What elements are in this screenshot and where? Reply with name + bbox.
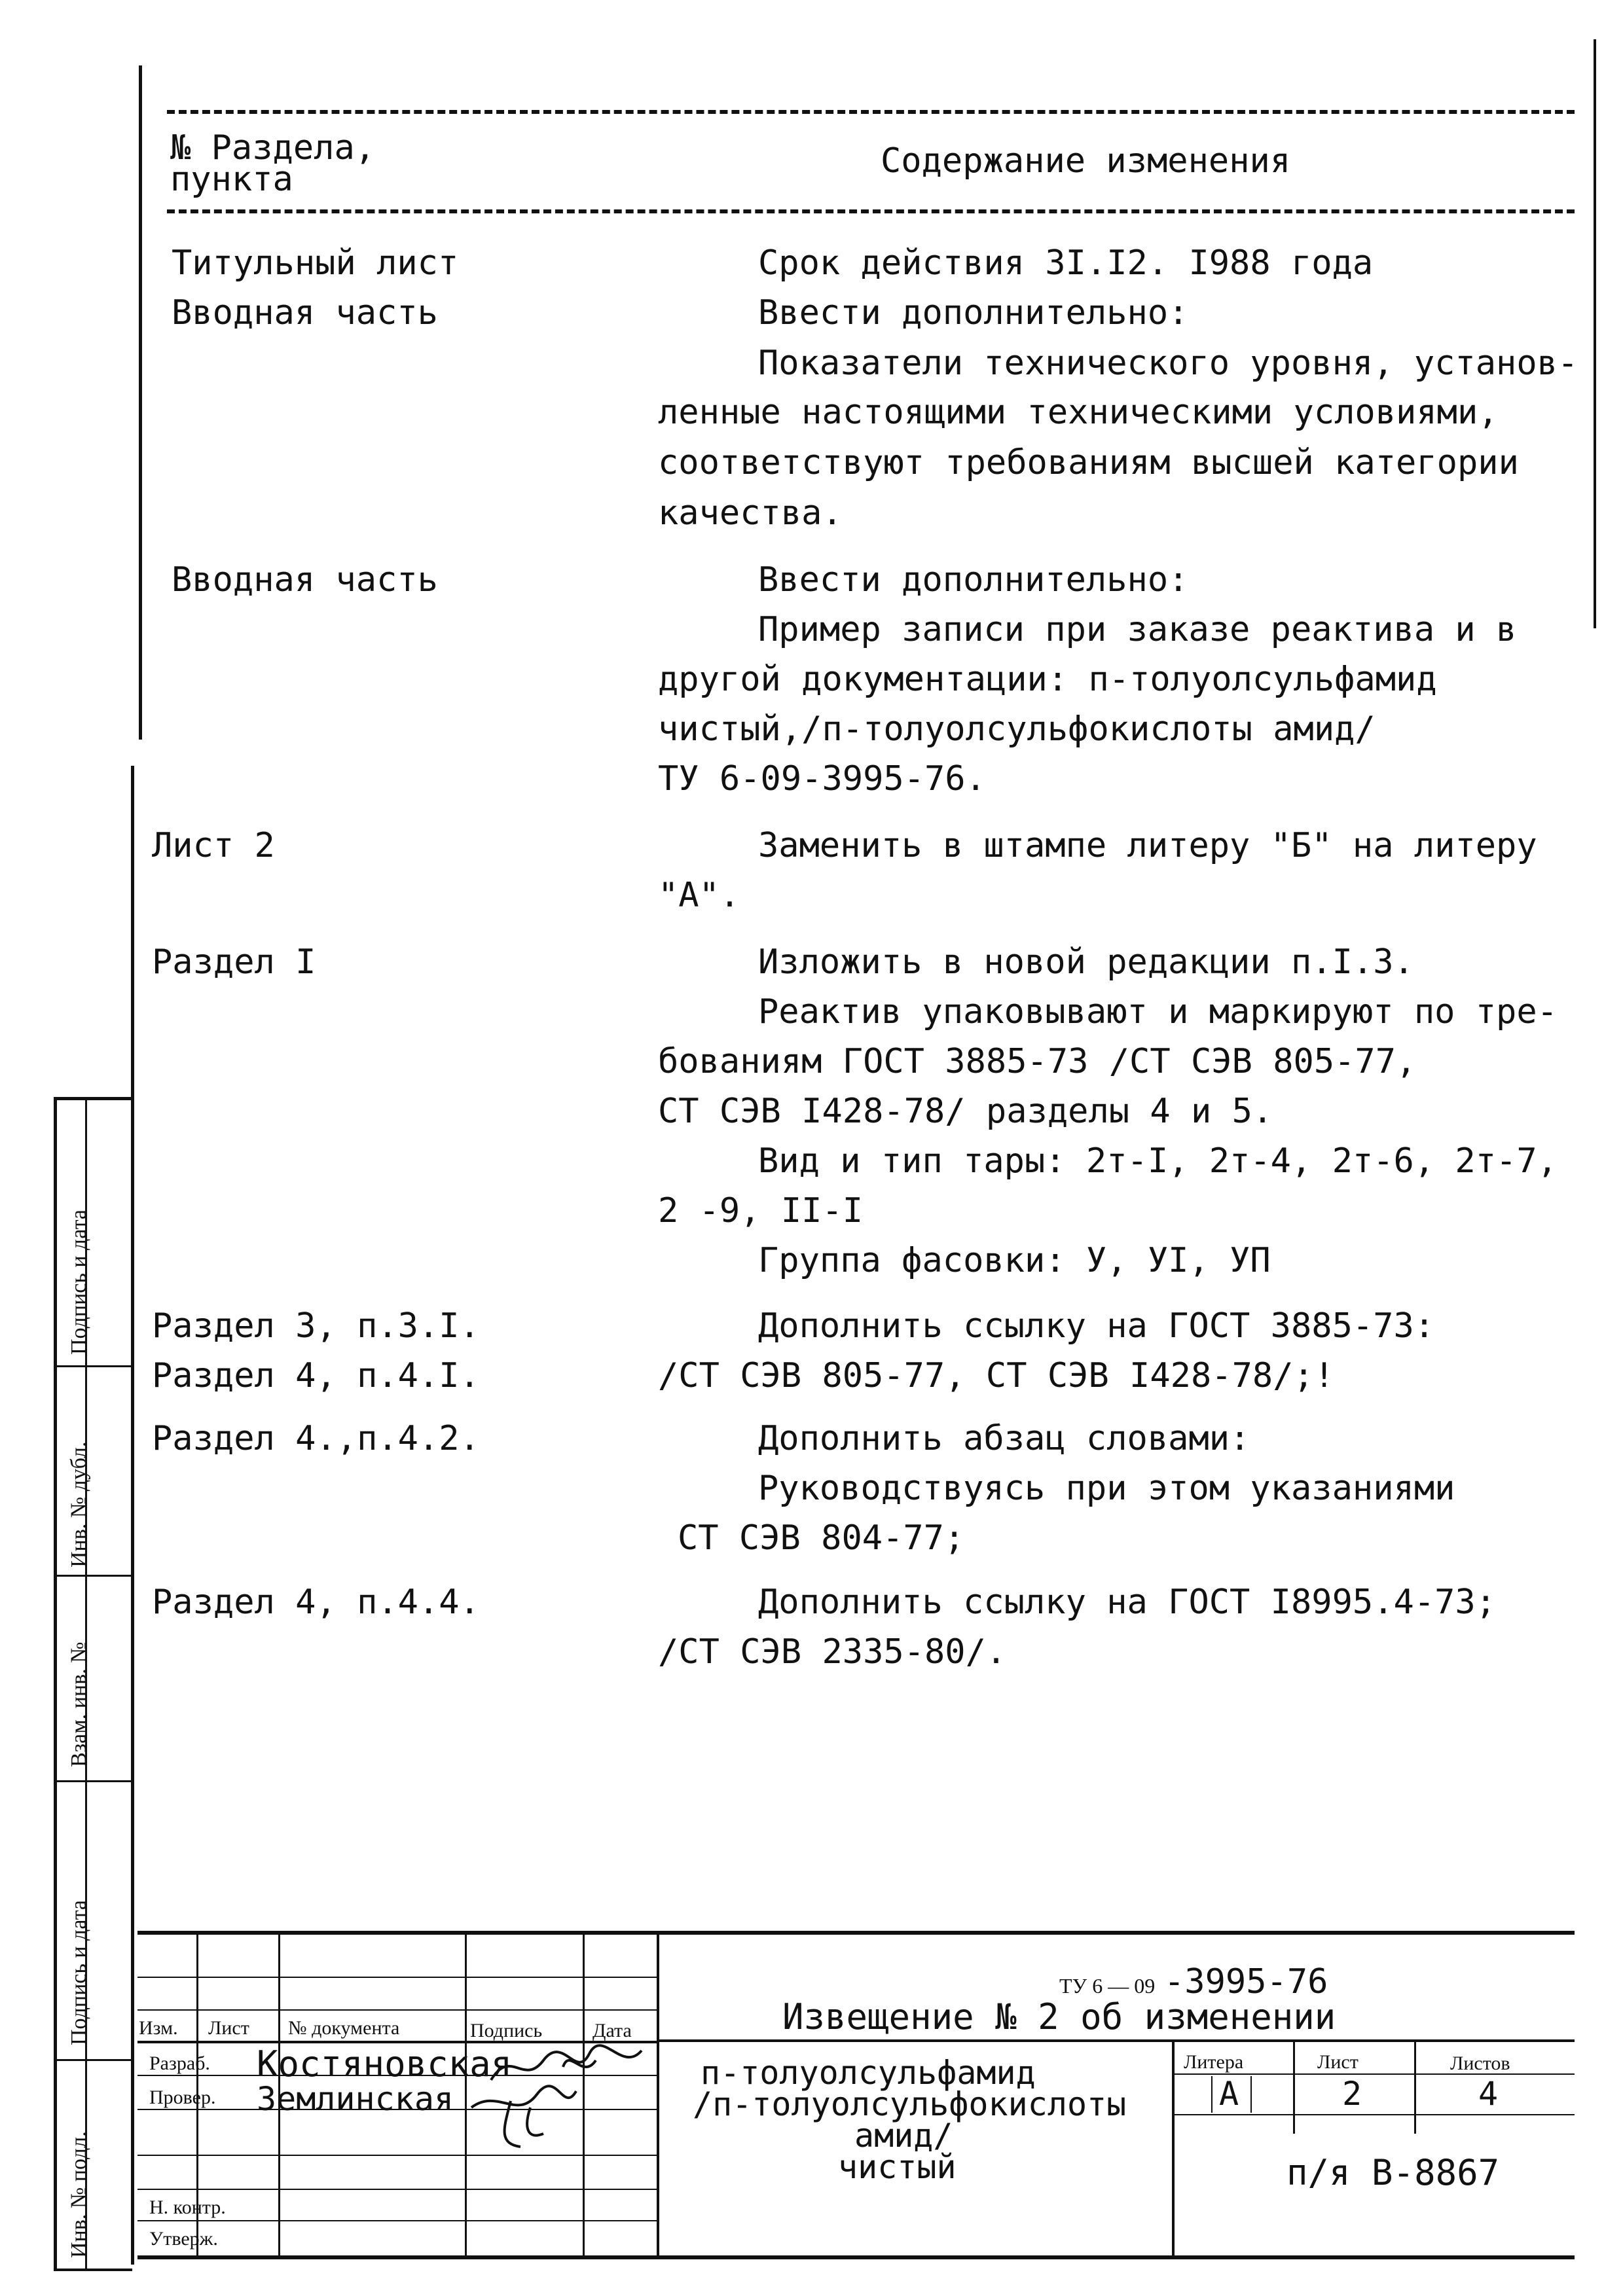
entry-section: Раздел 4.,п.4.2.: [152, 1419, 480, 1458]
right-edge-line: [1594, 39, 1596, 628]
product-line-4: чистый: [838, 2148, 957, 2186]
entry-section: Вводная часть: [172, 560, 438, 600]
product-line-3: амид/: [854, 2117, 953, 2155]
header-top-rule: [167, 110, 1575, 114]
content-column-header: Содержание изменения: [881, 141, 1291, 181]
stamp-col-izm: Изм.: [139, 2017, 178, 2039]
entry-line: Руководствуясь при этом указаниями: [758, 1469, 1455, 1508]
checker-signature: [458, 2081, 589, 2153]
entry-section: Лист 2: [152, 826, 275, 865]
entry-line: другой документации: п-толуолсульфамид: [658, 660, 1437, 699]
entry-line: Группа фасовки: У, УI, УП: [758, 1241, 1271, 1280]
organization: п/я В-8867: [1286, 2152, 1500, 2193]
entry-section: Раздел 4, п.4.4.: [152, 1583, 480, 1622]
section-column-header-1: № Раздела,: [170, 128, 376, 168]
entry-line: Изложить в новой редакции п.I.3.: [758, 942, 1414, 982]
entry-line: ленные настоящими техническими условиями,: [658, 393, 1499, 432]
sheets-value: 4: [1478, 2075, 1499, 2113]
header-bottom-rule: [167, 209, 1575, 213]
entry-line: Дополнить абзац словами:: [758, 1419, 1250, 1458]
entry-line: СТ СЭВ I428-78/ разделы 4 и 5.: [658, 1092, 1273, 1131]
notice-title: Извещение № 2 об изменении: [782, 1996, 1336, 2037]
entry-line: Срок действия 3I.I2. I988 года: [758, 243, 1374, 283]
litera-value: А: [1219, 2075, 1239, 2113]
section-column-header-2: пункта: [170, 160, 293, 199]
litera-label: Литера: [1184, 2051, 1244, 2073]
stamp-col-list: Лист: [208, 2017, 249, 2039]
entry-line: ТУ 6-09-3995-76.: [658, 759, 986, 798]
stamp-role-checker: Провер.: [149, 2087, 216, 2108]
entry-line: качества.: [658, 493, 843, 533]
stamp-col-sign: Подпись: [470, 2020, 543, 2041]
tu-prefix: ТУ 6 — 09: [1059, 1974, 1156, 1998]
entry-line: Реактив упаковывают и маркируют по тре-: [758, 992, 1558, 1031]
sheets-label: Листов: [1450, 2053, 1510, 2074]
entry-line: "А".: [658, 876, 740, 915]
stamp-role-developer: Разраб.: [149, 2053, 210, 2074]
entry-line: Дополнить ссылку на ГОСТ 3885-73:: [758, 1306, 1435, 1346]
side-label-replace-inv: Взам. инв. №: [67, 1641, 91, 1767]
binding-line-bottom: [131, 766, 134, 2265]
entry-line: /СТ СЭВ 805-77, СТ СЭВ I428-78/;!: [658, 1356, 1335, 1395]
entry-line: Заменить в штампе литеру "Б" на литеру: [758, 826, 1537, 865]
product-line-2: /п-толуолсульфокислоты: [693, 2085, 1127, 2123]
side-label-dup-inv: Инв. № дубл.: [67, 1441, 91, 1568]
product-line-1: п-толуолсульфамид: [701, 2054, 1036, 2092]
entry-section: Раздел 3, п.3.I.: [152, 1306, 480, 1346]
binding-line-top: [139, 65, 142, 740]
stamp-col-doc: № документа: [288, 2017, 400, 2039]
entry-line: соответствуют требованиям высшей категории: [658, 443, 1519, 482]
entry-line: Ввести дополнительно:: [758, 293, 1189, 332]
stamp-checker-name: Землинская: [257, 2080, 454, 2118]
stamp-col-date: Дата: [593, 2020, 632, 2041]
stamp-developer-name: Костяновская: [257, 2043, 513, 2085]
stamp-role-approver: Утверж.: [149, 2228, 218, 2250]
side-label-sign-date: Подпись и дата: [67, 1210, 91, 1355]
entry-line: Дополнить ссылку на ГОСТ I8995.4-73;: [758, 1583, 1497, 1622]
entry-line: Пример записи при заказе реактива и в: [758, 610, 1517, 649]
side-label-orig-inv: Инв. № подл.: [67, 2131, 91, 2258]
entry-section: Вводная часть: [172, 293, 438, 332]
entry-section: Раздел I: [152, 942, 316, 982]
sheet-value: 2: [1342, 2075, 1362, 2113]
entry-line: Ввести дополнительно:: [758, 560, 1189, 600]
entry-line: Вид и тип тары: 2т-I, 2т-4, 2т-6, 2т-7,: [758, 1141, 1558, 1181]
tu-number: -3995-76: [1164, 1962, 1328, 2001]
entry-section: Титульный лист: [172, 243, 459, 283]
stamp-role-norm-control: Н. контр.: [149, 2197, 226, 2218]
entry-line: СТ СЭВ 804-77;: [678, 1518, 965, 1558]
entry-line: чистый,/п-толуолсульфокислоты амид/: [658, 709, 1376, 749]
sheet-label: Лист: [1317, 2051, 1359, 2073]
entry-line: бованиям ГОСТ 3885-73 /СТ СЭВ 805-77,: [658, 1042, 1417, 1081]
entry-line: 2 -9, II-I: [658, 1191, 864, 1230]
side-label-sign-date-2: Подпись и дата: [67, 1900, 91, 2045]
entry-section: Раздел 4, п.4.I.: [152, 1356, 480, 1395]
entry-line: /СТ СЭВ 2335-80/.: [658, 1632, 1007, 1672]
entry-line: Показатели технического уровня, установ-: [758, 344, 1578, 383]
